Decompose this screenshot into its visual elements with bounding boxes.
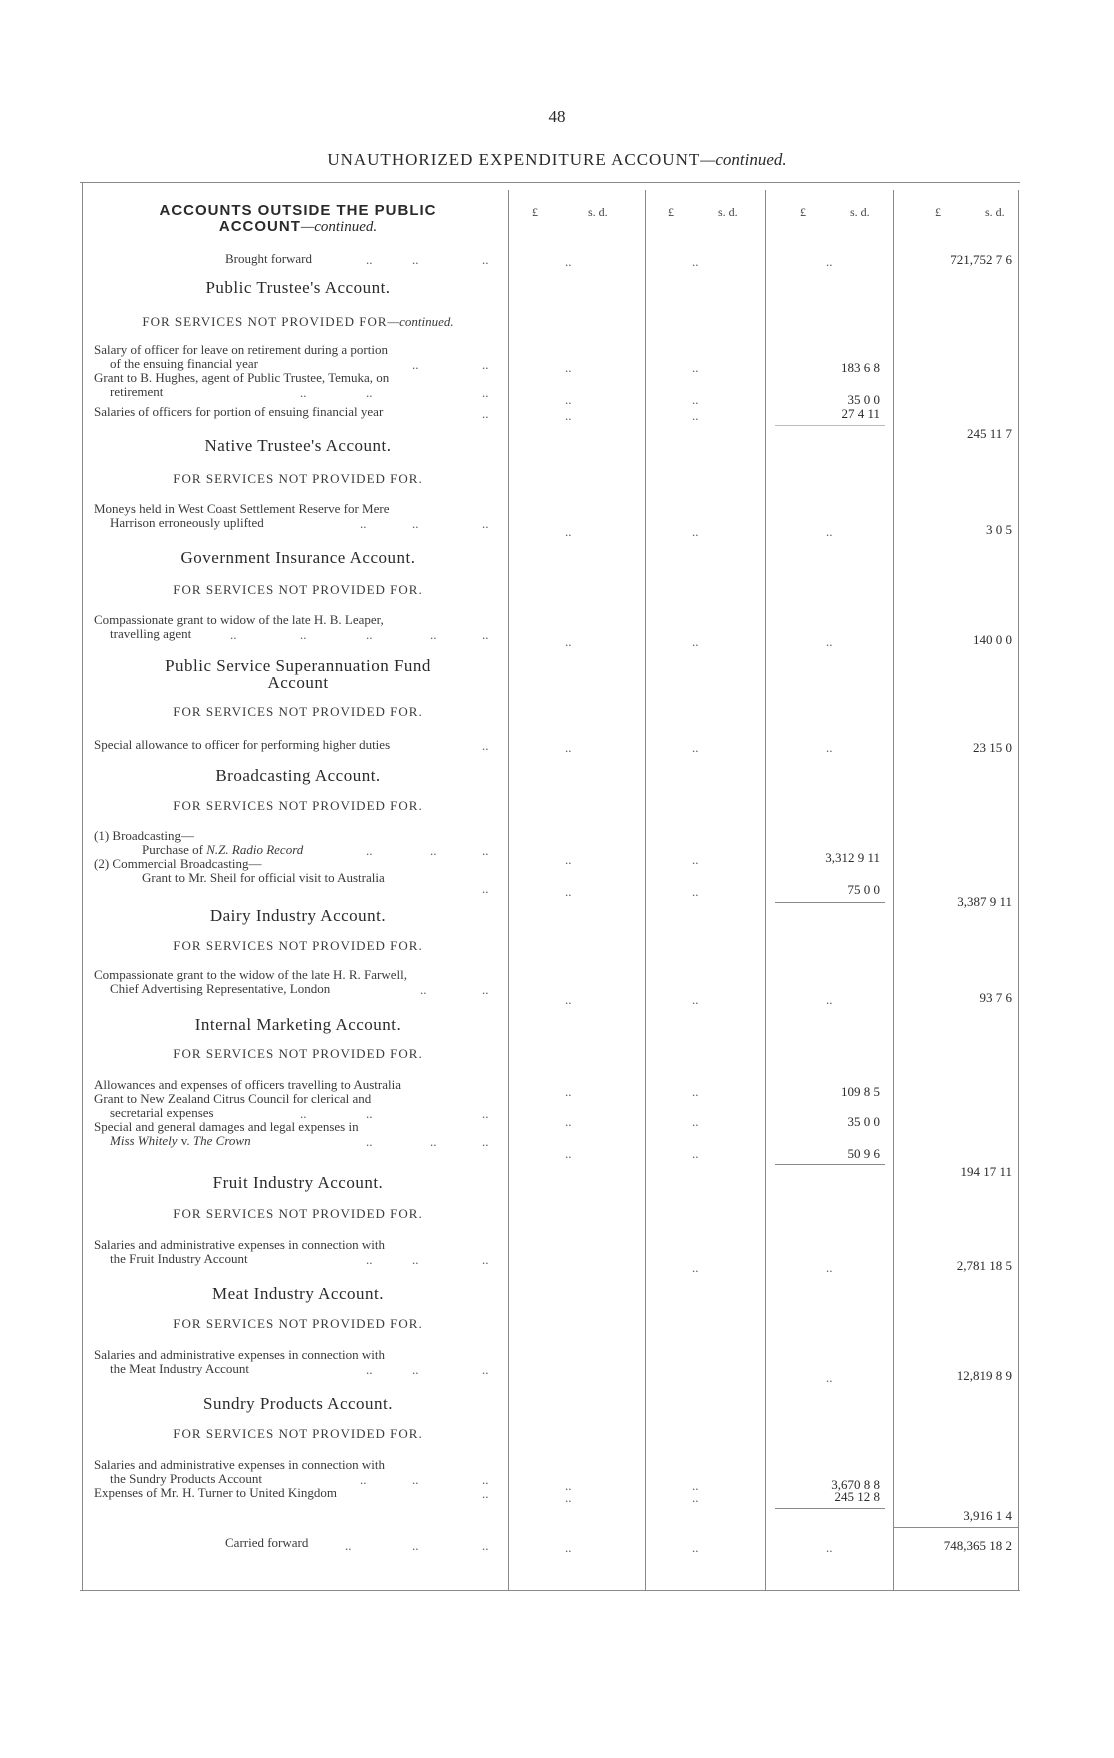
item-line-1: Salaries of officers for portion of ensuing financial year (94, 404, 384, 419)
leader-dots: .. (565, 740, 572, 755)
leader-dots: .. (482, 1134, 489, 1149)
line-item (94, 1120, 359, 1148)
col3-pound-header: £ (800, 205, 806, 219)
column-divider-4 (893, 190, 894, 1590)
column-divider-3 (765, 190, 766, 1590)
item-line-1: Grant to New Zealand Citrus Council for clerical and (94, 1091, 372, 1106)
subtitle-text: FOR SERVICES NOT PROVIDED FOR (142, 314, 388, 329)
leader-dots: .. (692, 392, 699, 407)
leader-dots: .. (366, 1252, 373, 1267)
leader-dots: .. (565, 992, 572, 1007)
subtotal-rule (775, 1508, 885, 1509)
carried-forward-total: 748,365 18 2 (943, 1538, 1012, 1553)
item-line-2-italic: N.Z. Radio Record (206, 842, 304, 857)
col2-sd-header: s. d. (718, 205, 738, 219)
leader-dots: .. (692, 740, 699, 755)
leader-dots: .. (482, 1362, 489, 1377)
col4-sd-header: s. d. (985, 205, 1005, 219)
right-border (1018, 190, 1019, 1590)
case-party-1: Miss Whitely (110, 1133, 178, 1148)
section-total: 245 11 7 (966, 426, 1012, 441)
section-total: 23 15 0 (973, 740, 1012, 755)
brought-forward-label: Brought forward (225, 251, 313, 266)
leader-dots: .. (692, 408, 699, 423)
section-title-internal-marketing: Internal Marketing Account. (194, 1015, 402, 1034)
leader-dots: .. (826, 634, 833, 649)
title-line-2: Account (267, 673, 329, 692)
line-item (94, 343, 388, 371)
subtitle-suffix: —continued. (387, 314, 454, 329)
section-total: 3,387 9 11 (957, 894, 1012, 909)
leader-dots: .. (565, 1478, 572, 1493)
leader-dots: .. (366, 1362, 373, 1377)
heading-line-2-text: ACCOUNT (218, 218, 301, 235)
leader-dots: .. (482, 516, 489, 531)
leader-dots: .. (482, 982, 489, 997)
heading-line-1: ACCOUNTS OUTSIDE THE PUBLIC (159, 202, 437, 219)
item-line-1: Salaries and administrative expenses in connection with (94, 1237, 385, 1252)
leader-dots: .. (430, 627, 437, 642)
leader-dots: .. (692, 884, 699, 899)
leader-dots: .. (692, 1490, 699, 1505)
leader-dots: .. (826, 740, 833, 755)
leader-dots: .. (412, 516, 419, 531)
table-heading (88, 203, 508, 235)
leader-dots: .. (692, 1146, 699, 1161)
leader-dots: .. (826, 1370, 833, 1385)
item-line-2 (94, 1134, 359, 1148)
section-subtitle: FOR SERVICES NOT PROVIDED FOR. (173, 704, 423, 719)
line-item: Allowances and expenses of officers travelling to Australia (94, 1077, 401, 1092)
item-amount: 35 0 0 (847, 392, 880, 407)
line-item: Expenses of Mr. H. Turner to United Kingdom (94, 1485, 338, 1500)
section-subtitle: FOR SERVICES NOT PROVIDED FOR. (173, 938, 423, 953)
item-line-2 (94, 843, 303, 857)
line-item (94, 405, 383, 419)
leader-dots: .. (692, 254, 699, 269)
column-divider-2 (645, 190, 646, 1590)
leader-dots: .. (826, 1540, 833, 1555)
item-line-1: Salary of officer for leave on retirement during a portion (94, 342, 388, 357)
leader-dots: .. (692, 1114, 699, 1129)
item-amount: 3,670 8 8 (831, 1477, 880, 1492)
leader-dots: .. (565, 254, 572, 269)
leader-dots: .. (565, 852, 572, 867)
column-divider-1 (508, 190, 509, 1590)
leader-dots: .. (482, 252, 489, 267)
subtotal-rule (775, 425, 885, 426)
table-bottom-rule (80, 1590, 1020, 1591)
table-top-rule (80, 182, 1020, 183)
item-line-2: travelling agent (110, 626, 192, 641)
leader-dots: .. (565, 884, 572, 899)
section-total: 140 0 0 (973, 632, 1012, 647)
leader-dots: .. (692, 1084, 699, 1099)
leader-dots: .. (482, 627, 489, 642)
line-item (94, 1092, 371, 1120)
leader-dots: .. (692, 360, 699, 375)
leader-dots: .. (366, 1134, 373, 1149)
section-total: 12,819 8 9 (956, 1368, 1012, 1383)
heading-line-2 (88, 219, 508, 235)
page-title (0, 150, 1114, 170)
item-amount: 183 6 8 (841, 360, 880, 375)
leader-dots: .. (692, 1540, 699, 1555)
leader-dots: .. (482, 843, 489, 858)
leader-dots: .. (482, 738, 489, 753)
case-versus: v. (177, 1133, 193, 1148)
left-border (82, 183, 83, 1590)
leader-dots: .. (692, 1478, 699, 1493)
item-line-1: Salaries and administrative expenses in connection with (94, 1347, 385, 1362)
item-amount: 109 8 5 (841, 1084, 880, 1099)
leader-dots: .. (412, 252, 419, 267)
section-subtitle: FOR SERVICES NOT PROVIDED FOR. (173, 1316, 423, 1331)
leader-dots: .. (482, 1486, 489, 1501)
item-line-1: Compassionate grant to widow of the late H. B. Leaper, (94, 612, 384, 627)
item-amount: 75 0 0 (847, 882, 880, 897)
item-amount: 27 4 11 (841, 406, 880, 421)
leader-dots: .. (412, 1362, 419, 1377)
leader-dots: .. (482, 357, 489, 372)
leader-dots: .. (420, 982, 427, 997)
leader-dots: .. (412, 1472, 419, 1487)
section-subtitle: FOR SERVICES NOT PROVIDED FOR. (173, 1046, 423, 1061)
line-item (94, 968, 407, 996)
section-subtitle: FOR SERVICES NOT PROVIDED FOR. (173, 582, 423, 597)
item-line-2: Grant to Mr. Sheil for official visit to Australia (142, 870, 385, 885)
section-total: 194 17 11 (960, 1164, 1012, 1179)
leader-dots: .. (692, 524, 699, 539)
leader-dots: .. (300, 1106, 307, 1121)
section-total: 3 0 5 (986, 522, 1012, 537)
item-line-2: of the ensuing financial year (110, 356, 258, 371)
leader-dots: .. (482, 881, 489, 896)
item-line-2: secretarial expenses (110, 1105, 214, 1120)
section-title-broadcasting: Broadcasting Account. (215, 766, 381, 785)
line-item (94, 371, 389, 399)
line-item (94, 1238, 385, 1266)
leader-dots: .. (565, 360, 572, 375)
col2-pound-header: £ (668, 205, 674, 219)
leader-dots: .. (565, 408, 572, 423)
leader-dots: .. (565, 1490, 572, 1505)
leader-dots: .. (565, 524, 572, 539)
leader-dots: .. (366, 385, 373, 400)
item-amount: 3,312 9 11 (825, 850, 880, 865)
col4-pound-header: £ (935, 205, 941, 219)
item-amount: 245 12 8 (834, 1489, 880, 1504)
leader-dots: .. (412, 357, 419, 372)
leader-dots: .. (692, 852, 699, 867)
section-title-sundry: Sundry Products Account. (202, 1394, 394, 1413)
section-title-meat: Meat Industry Account. (212, 1284, 384, 1303)
item-line-2: Chief Advertising Representative, London (110, 981, 331, 996)
leader-dots: .. (366, 627, 373, 642)
line-item (94, 857, 385, 885)
heading-line-2-suffix: —continued. (300, 219, 378, 235)
section-title-government-insurance: Government Insurance Account. (180, 548, 416, 567)
leader-dots: .. (565, 392, 572, 407)
item-line-2: retirement (110, 384, 164, 399)
section-subtitle (88, 314, 508, 330)
section-title-native-trustee: Native Trustee's Account. (204, 436, 392, 455)
leader-dots: .. (230, 627, 237, 642)
item-line-1: Grant to B. Hughes, agent of Public Trustee, Temuka, on (94, 370, 390, 385)
col1-sd-header: s. d. (588, 205, 608, 219)
leader-dots: .. (692, 634, 699, 649)
section-subtitle: FOR SERVICES NOT PROVIDED FOR. (173, 471, 423, 486)
item-line-1: Moneys held in West Coast Settlement Reserve for Mere (94, 501, 390, 516)
item-line-1: Special and general damages and legal expenses in (94, 1119, 359, 1134)
leader-dots: .. (300, 385, 307, 400)
section-title-fruit: Fruit Industry Account. (212, 1173, 384, 1192)
line-item (94, 613, 384, 641)
title-main: UNAUTHORIZED EXPENDITURE ACCOUNT (327, 150, 701, 169)
leader-dots: .. (345, 1538, 352, 1553)
section-subtitle: FOR SERVICES NOT PROVIDED FOR. (173, 1426, 423, 1441)
title-suffix: —continued. (700, 150, 787, 169)
leader-dots: .. (482, 385, 489, 400)
leader-dots: .. (692, 1260, 699, 1275)
leader-dots: .. (482, 1252, 489, 1267)
item-line-1: (1) Broadcasting— (94, 828, 195, 843)
col1-pound-header: £ (532, 205, 538, 219)
section-title-superannuation (88, 657, 508, 691)
leader-dots: .. (482, 1472, 489, 1487)
page-number: 48 (548, 107, 566, 126)
leader-dots: .. (826, 524, 833, 539)
leader-dots: .. (482, 1106, 489, 1121)
leader-dots: .. (300, 627, 307, 642)
leader-dots: .. (412, 1538, 419, 1553)
leader-dots: .. (565, 1084, 572, 1099)
col3-sd-header: s. d. (850, 205, 870, 219)
line-item (94, 1458, 385, 1486)
leader-dots: .. (826, 254, 833, 269)
item-line-2: the Fruit Industry Account (110, 1251, 248, 1266)
line-item (94, 1348, 385, 1376)
item-line-2: the Sundry Products Account (110, 1471, 263, 1486)
leader-dots: .. (826, 992, 833, 1007)
item-amount: 35 0 0 (847, 1114, 880, 1129)
subtotal-rule (775, 902, 885, 903)
leader-dots: .. (565, 1146, 572, 1161)
section-title-public-trustee: Public Trustee's Account. (205, 278, 391, 297)
leader-dots: .. (430, 1134, 437, 1149)
leader-dots: .. (366, 1106, 373, 1121)
leader-dots: .. (366, 252, 373, 267)
item-line-1: Compassionate grant to the widow of the late H. R. Farwell, (94, 967, 408, 982)
carried-forward-rule (893, 1527, 1018, 1528)
section-total: 2,781 18 5 (956, 1258, 1012, 1273)
leader-dots: .. (565, 1540, 572, 1555)
leader-dots: .. (565, 634, 572, 649)
leader-dots: .. (692, 992, 699, 1007)
item-line-2-text: Purchase of (142, 842, 207, 857)
leader-dots: .. (412, 1252, 419, 1267)
line-item (94, 502, 389, 530)
leader-dots: .. (366, 843, 373, 858)
leader-dots: .. (360, 1472, 367, 1487)
section-title-dairy: Dairy Industry Account. (209, 906, 387, 925)
leader-dots: .. (482, 1538, 489, 1553)
subtotal-rule (775, 1164, 885, 1165)
carried-forward-label: Carried forward (225, 1535, 309, 1550)
leader-dots: .. (430, 843, 437, 858)
title-line-1: Public Service Superannuation Fund (165, 656, 431, 675)
section-total: 3,916 1 4 (963, 1508, 1012, 1523)
item-line-2: the Meat Industry Account (110, 1361, 249, 1376)
leader-dots: .. (565, 1114, 572, 1129)
leader-dots: .. (360, 516, 367, 531)
item-line-2: Harrison erroneously uplifted (110, 515, 264, 530)
section-subtitle: FOR SERVICES NOT PROVIDED FOR. (173, 1206, 423, 1221)
section-total: 93 7 6 (979, 990, 1012, 1005)
item-line-1: (2) Commercial Broadcasting— (94, 856, 262, 871)
section-subtitle: FOR SERVICES NOT PROVIDED FOR. (173, 798, 423, 813)
item-line-1: Salaries and administrative expenses in connection with (94, 1457, 385, 1472)
leader-dots: .. (826, 1260, 833, 1275)
line-item: Special allowance to officer for performing higher duties (94, 737, 391, 752)
case-party-2: The Crown (192, 1133, 251, 1148)
line-item (94, 829, 303, 857)
item-amount: 50 9 6 (847, 1146, 880, 1161)
leader-dots: .. (482, 406, 489, 421)
brought-forward-total: 721,752 7 6 (950, 252, 1012, 267)
